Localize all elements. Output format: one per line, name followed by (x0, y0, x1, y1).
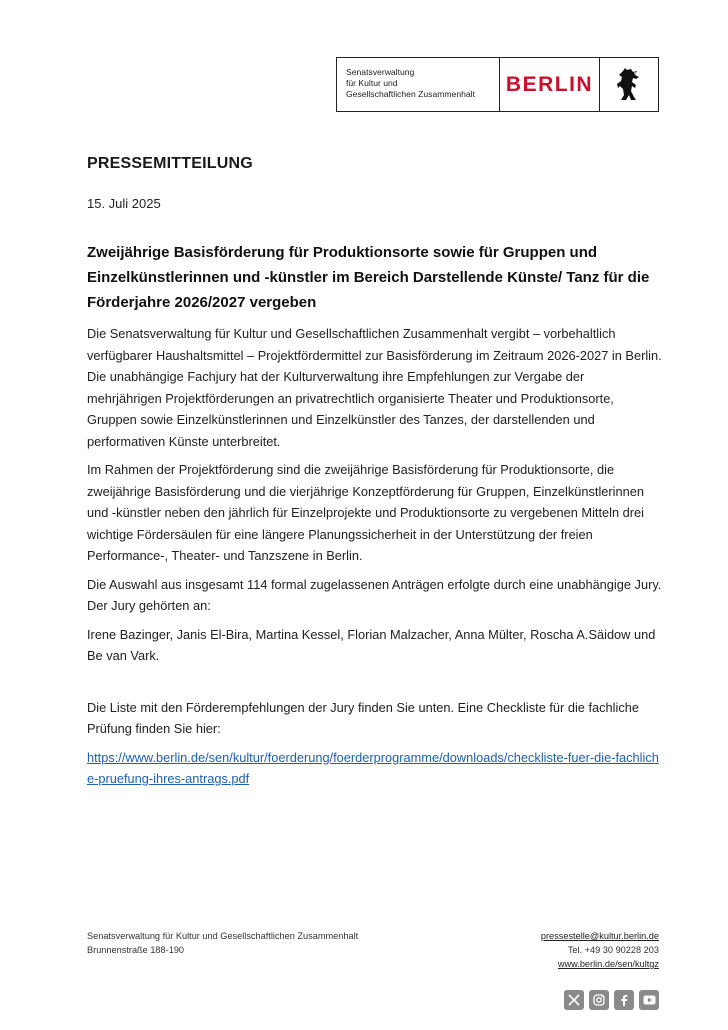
release-title: Zweijährige Basisförderung für Produktionsorte sowie für Gruppen und Einzelkünstlerinnen und -künstler im Bereich Darstellende Künste/ Tanz für die Förderjahre 2026/2027 vergeben (87, 244, 650, 311)
release-date: 15. Juli 2025 (87, 196, 161, 211)
phone-number: Tel. +49 30 90228 203 (567, 945, 659, 955)
paragraph: Die Liste mit den Förderempfehlungen der Jury finden Sie unten. Eine Checkliste für die fachliche Prüfung finden Sie hier: (87, 699, 639, 736)
spacer (87, 674, 662, 697)
press-release-body (87, 240, 662, 790)
social-links (564, 990, 659, 1010)
header-logo (336, 57, 659, 112)
jury-members: Irene Bazinger, Janis El-Bira, Martina Kessel, Florian Malzacher, Anna Mülter, Roscha A.Säidow und Be van Vark. (87, 626, 656, 663)
paragraph: Die Senatsverwaltung für Kultur und Gesellschaftlichen Zusammenhalt vergibt – vorbehaltlich verfügbarer Haushaltsmittel – Projektfördermittel zur Basisförderung im Zeitraum 2026-2027 in Berlin. Die unabhängige Fachjury hat der Kulturverwaltung ihre Empfehlungen zur Vergabe der mehrjährigen Projektförderungen an privatrechtlich organisierte Theater und Produktionsorte, Gruppen sowie Einzelkünstlerinnen und Einzelkünstler des Tanzes, der darstellenden und performativen Künste unterbreitet. (87, 326, 662, 449)
berlin-bear-icon (600, 58, 658, 111)
paragraph: Im Rahmen der Projektförderung sind die zweijährige Basisförderung für Produktionsorte, die zweijährige Basisförderung und die vierjährige Konzeptförderung für Gruppen, Einzelkünstlerinnen und -künstler neben den jährlich für Einzelprojekte und Produktionsorte zu vergebenen Mitteln drei wichtige Fördersäulen für eine längere Planungssicherheit in der Unterstützung der freien Performance-, Theater- und Tanzszene in Berlin. (87, 462, 644, 563)
department-name: Senatsverwaltung für Kultur und Gesellschaftlichen Zusammenhalt (337, 58, 500, 111)
website-link[interactable]: www.berlin.de/sen/kultgz (557, 959, 659, 969)
x-icon[interactable] (564, 990, 584, 1010)
youtube-icon[interactable] (639, 990, 659, 1010)
footer-address: Senatsverwaltung für Kultur und Gesellschaftlichen Zusammenhalt Brunnenstraße 188-190 (87, 931, 359, 955)
email-link[interactable]: pressestelle@kultur.berlin.de (540, 931, 659, 941)
facebook-icon[interactable] (614, 990, 634, 1010)
paragraph: Die Auswahl aus insgesamt 114 formal zugelassenen Anträgen erfolgte durch eine unabhängige Jury. Der Jury gehörten an: (87, 576, 662, 613)
checklist-link[interactable]: https://www.berlin.de/sen/kultur/foerderung/foerderprogramme/downloads/checkliste-fuer-die-fachliche-pruefung-ihres-antrags.pdf (87, 749, 659, 786)
footer-contact (541, 929, 659, 971)
document-heading: PRESSEMITTEILUNG (87, 155, 253, 172)
berlin-wordmark: BERLIN (500, 58, 600, 111)
instagram-icon[interactable] (589, 990, 609, 1010)
